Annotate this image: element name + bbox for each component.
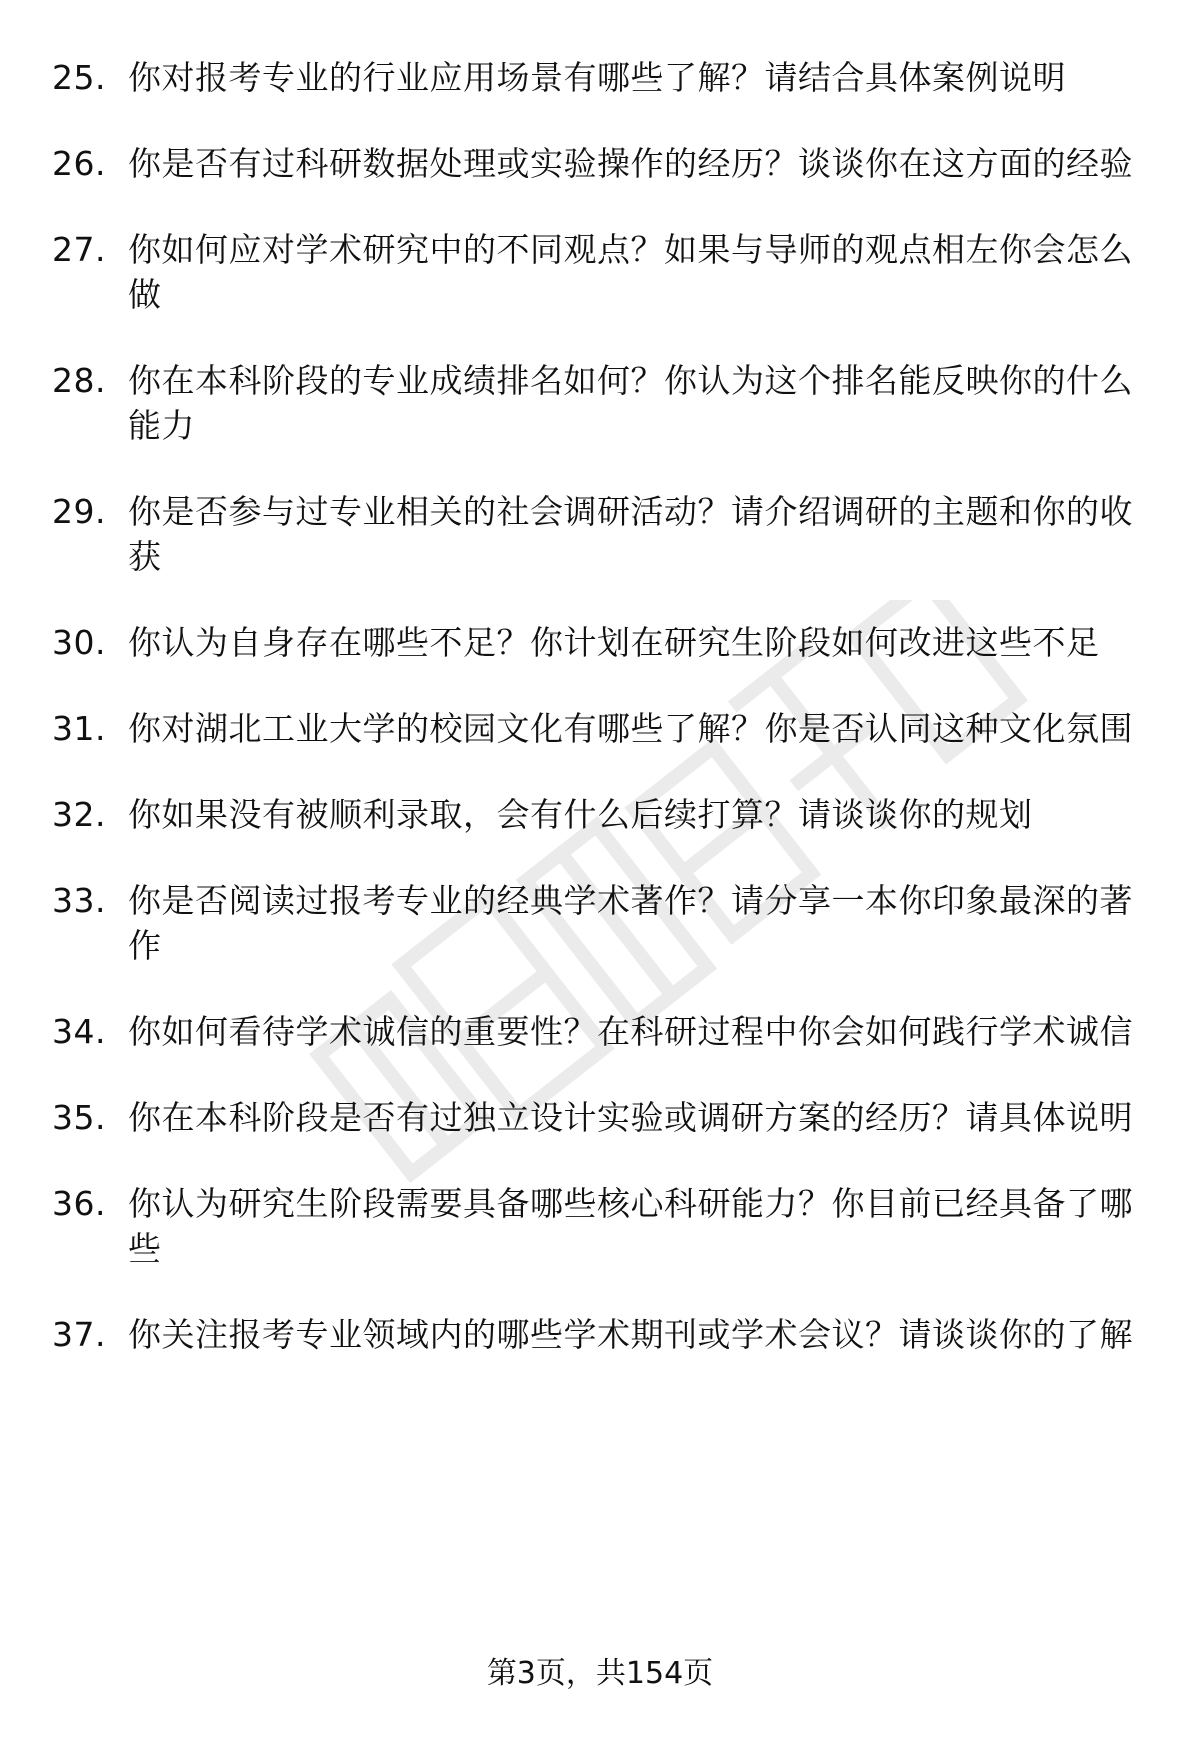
question-number: 30. <box>52 623 106 662</box>
question-number: 33. <box>52 881 106 920</box>
question-text: 你在本科阶段是否有过独立设计实验或调研方案的经历？请具体说明 <box>128 1098 1133 1137</box>
question-number: 28. <box>52 361 106 400</box>
question-list <box>52 55 1162 1398</box>
question-number: 31. <box>52 709 106 748</box>
question-number: 34. <box>52 1012 106 1051</box>
page-footer: 第3页，共154页 <box>486 1656 714 1691</box>
question-text: 你是否参与过专业相关的社会调研活动？请介绍调研的主题和你的收获 <box>128 492 1133 576</box>
question-item <box>52 620 1162 665</box>
question-text: 你对报考专业的行业应用场景有哪些了解？请结合具体案例说明 <box>128 58 1066 97</box>
question-item <box>52 55 1162 100</box>
question-number: 26. <box>52 144 106 183</box>
question-number: 36. <box>52 1184 106 1223</box>
question-item <box>52 1095 1162 1140</box>
question-number: 29. <box>52 492 106 531</box>
question-item <box>52 1009 1162 1054</box>
question-number: 32. <box>52 795 106 834</box>
question-item <box>52 489 1162 579</box>
question-item <box>52 141 1162 186</box>
question-text: 你对湖北工业大学的校园文化有哪些了解？你是否认同这种文化氛围 <box>128 709 1133 748</box>
question-item <box>52 1312 1162 1357</box>
question-text: 你如何应对学术研究中的不同观点？如果与导师的观点相左你会怎么做 <box>128 230 1133 314</box>
question-item <box>52 878 1162 968</box>
question-item <box>52 358 1162 448</box>
question-number: 37. <box>52 1315 106 1354</box>
question-text: 你认为自身存在哪些不足？你计划在研究生阶段如何改进这些不足 <box>128 623 1100 662</box>
question-text: 你在本科阶段的专业成绩排名如何？你认为这个排名能反映你的什么能力 <box>128 361 1133 445</box>
question-number: 27. <box>52 230 106 269</box>
question-number: 25. <box>52 58 106 97</box>
question-text: 你如果没有被顺利录取，会有什么后续打算？请谈谈你的规划 <box>128 795 1033 834</box>
question-text: 你认为研究生阶段需要具备哪些核心科研能力？你目前已经具备了哪些 <box>128 1184 1133 1268</box>
question-number: 35. <box>52 1098 106 1137</box>
question-item <box>52 792 1162 837</box>
question-item <box>52 1181 1162 1271</box>
question-text: 你是否阅读过报考专业的经典学术著作？请分享一本你印象最深的著作 <box>128 881 1133 965</box>
question-item <box>52 706 1162 751</box>
question-item <box>52 227 1162 317</box>
question-text: 你关注报考专业领域内的哪些学术期刊或学术会议？请谈谈你的了解 <box>128 1315 1133 1354</box>
question-text: 你是否有过科研数据处理或实验操作的经历？谈谈你在这方面的经验 <box>128 144 1133 183</box>
question-text: 你如何看待学术诚信的重要性？在科研过程中你会如何践行学术诚信 <box>128 1012 1133 1051</box>
